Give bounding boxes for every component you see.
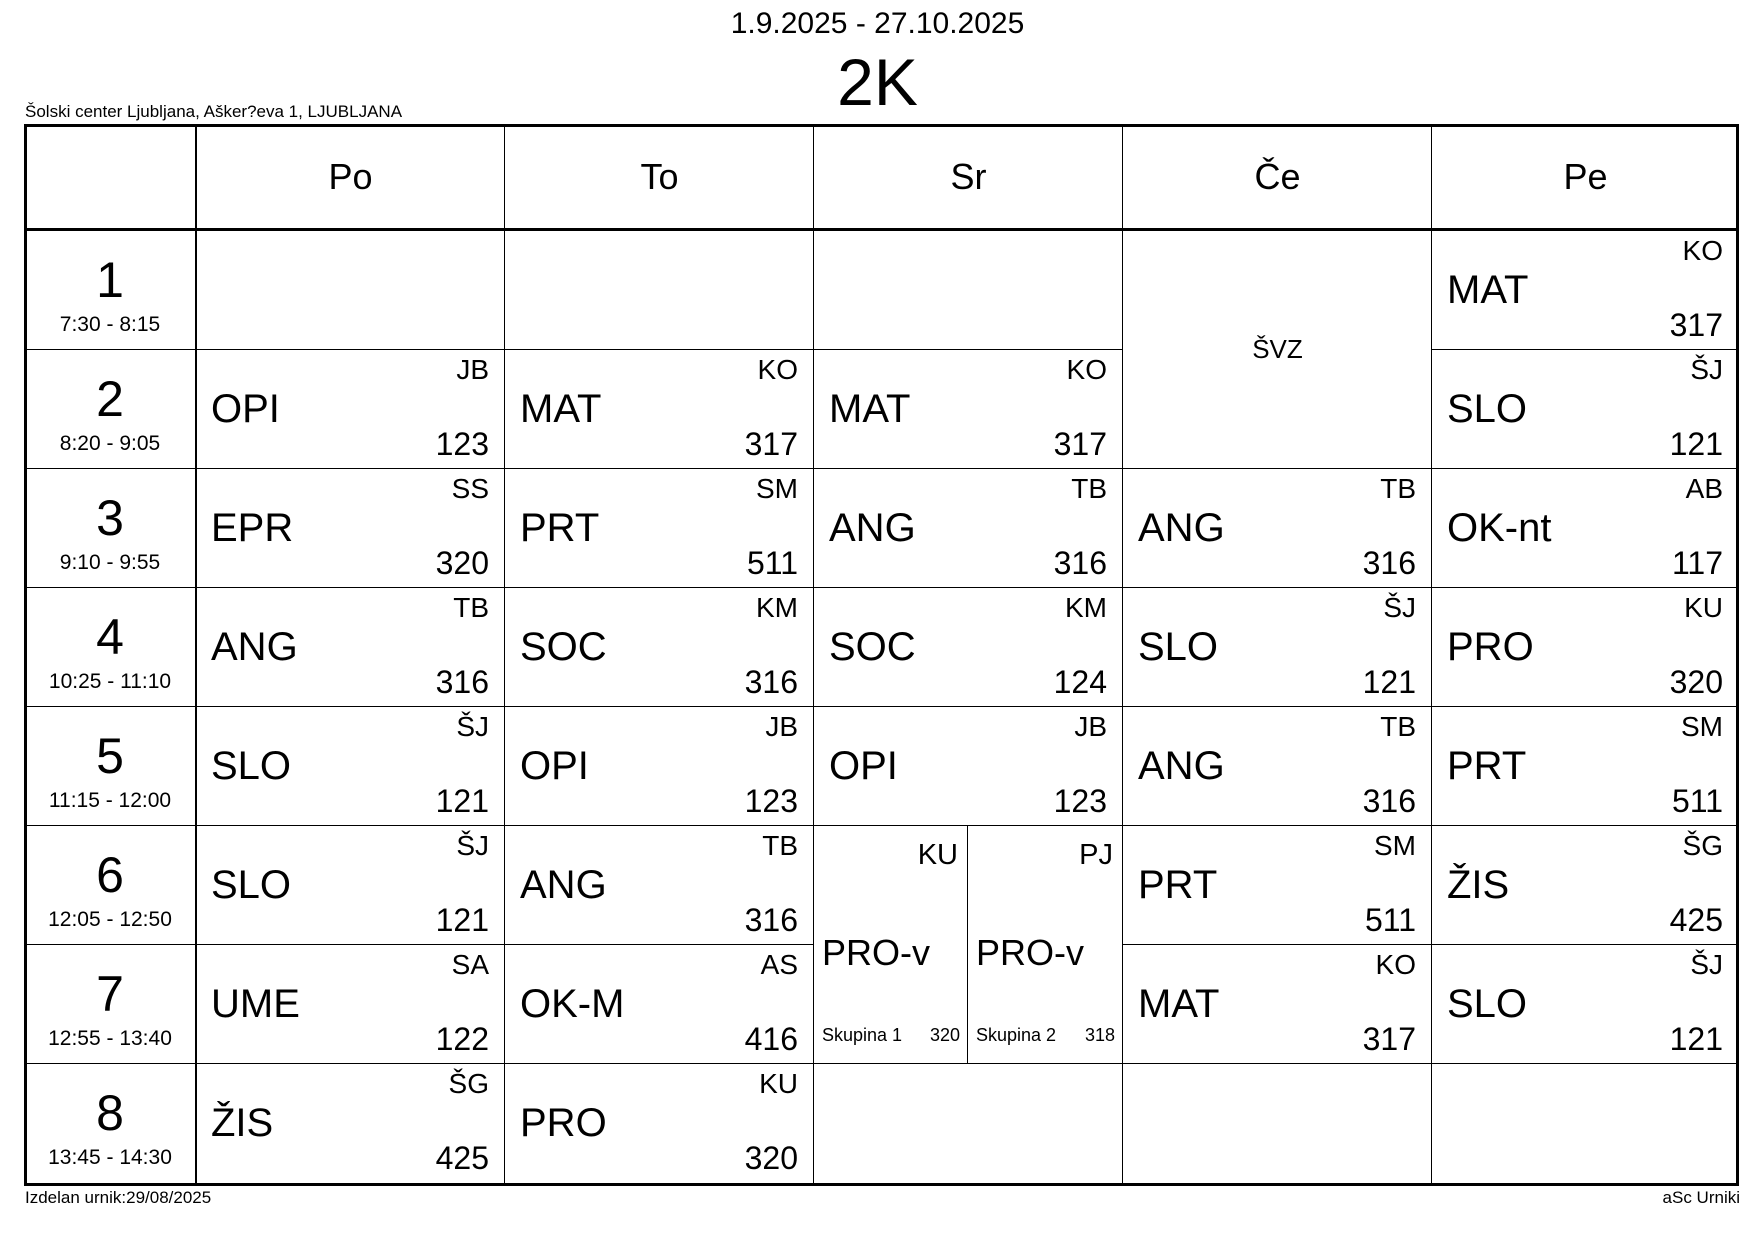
lesson-room: 320 xyxy=(744,1140,798,1176)
lesson-subject: OK-M xyxy=(520,982,625,1026)
lesson-cell[interactable] xyxy=(1432,706,1739,825)
grid-line xyxy=(24,587,1739,588)
lesson-cell[interactable] xyxy=(814,468,1123,587)
lesson-room: 123 xyxy=(1053,783,1107,819)
lesson-subject: PRO-v xyxy=(822,932,930,973)
lesson-subject: ŽIS xyxy=(211,1101,274,1145)
lesson-subject: MAT xyxy=(829,387,911,431)
lesson-group: Skupina 1 xyxy=(822,1025,903,1045)
period-number: 8 xyxy=(96,1085,124,1141)
lesson-cell-group-2[interactable] xyxy=(968,825,1123,1063)
lesson-teacher: ŠJ xyxy=(1383,592,1416,623)
lesson-teacher: KM xyxy=(1065,592,1107,623)
lesson-room: 317 xyxy=(1053,426,1107,462)
period-4 xyxy=(24,587,196,707)
lesson-teacher: KO xyxy=(757,354,798,385)
period-time: 12:05 - 12:50 xyxy=(48,908,172,931)
lesson-cell[interactable] xyxy=(814,706,1123,825)
lesson-room: 121 xyxy=(1669,1021,1723,1057)
lesson-room: 320 xyxy=(929,1025,960,1045)
period-number: 2 xyxy=(96,371,124,427)
lesson-room: 425 xyxy=(1669,902,1723,938)
grid-line xyxy=(1122,124,1123,1186)
lesson-subject: ANG xyxy=(211,625,298,669)
lesson-teacher: KU xyxy=(917,839,958,871)
period-3 xyxy=(24,468,196,588)
lesson-subject: PRO-v xyxy=(976,932,1084,973)
lesson-subject: PRT xyxy=(1447,744,1527,788)
lesson-subject: MAT xyxy=(520,387,602,431)
day-header-po: Po xyxy=(328,156,373,197)
day-header-sr: Sr xyxy=(950,156,987,197)
period-5 xyxy=(24,706,196,826)
lesson-subject: PRO xyxy=(520,1101,607,1145)
period-number: 3 xyxy=(96,490,124,546)
period-8 xyxy=(24,1063,196,1183)
grid-line xyxy=(967,825,968,1063)
lesson-cell[interactable] xyxy=(1432,468,1739,587)
lesson-teacher: KM xyxy=(756,592,798,623)
lesson-subject: UME xyxy=(211,982,300,1026)
lesson-cell[interactable] xyxy=(1123,825,1432,944)
lesson-cell[interactable] xyxy=(1123,944,1432,1063)
day-header-ce: Če xyxy=(1254,156,1301,197)
period-number: 7 xyxy=(96,966,124,1022)
period-time: 11:15 - 12:00 xyxy=(48,789,172,812)
lesson-cell[interactable] xyxy=(1432,230,1739,349)
lesson-teacher: SM xyxy=(1681,711,1723,742)
lesson-teacher: ŠJ xyxy=(1690,949,1723,980)
lesson-cell[interactable] xyxy=(505,587,814,706)
lesson-teacher: JB xyxy=(765,711,798,742)
lesson-subject: OPI xyxy=(520,744,589,788)
lesson-subject: ANG xyxy=(1138,506,1225,550)
lesson-cell[interactable] xyxy=(505,349,814,468)
lesson-cell[interactable] xyxy=(196,1063,505,1182)
lesson-teacher: SM xyxy=(1374,830,1416,861)
lesson-cell[interactable] xyxy=(196,349,505,468)
lesson-cell[interactable] xyxy=(505,1063,814,1182)
lesson-teacher: TB xyxy=(762,830,798,861)
lesson-subject: ŽIS xyxy=(1447,863,1510,907)
lesson-subject: SLO xyxy=(1447,387,1528,431)
lesson-room: 425 xyxy=(435,1140,489,1176)
lesson-cell[interactable] xyxy=(505,944,814,1063)
date-range: 1.9.2025 - 27.10.2025 xyxy=(730,7,1025,40)
grid-line xyxy=(1432,349,1739,350)
generator-label: aSc Urniki xyxy=(1662,1188,1740,1207)
grid-line xyxy=(195,124,197,1186)
lesson-subject: MAT xyxy=(1447,268,1529,312)
grid-line xyxy=(24,468,1739,469)
period-time: 13:45 - 14:30 xyxy=(48,1146,172,1169)
lesson-subject: ŠVZ xyxy=(1252,333,1303,364)
lesson-teacher: PJ xyxy=(1079,839,1113,871)
lesson-group: Skupina 2 xyxy=(976,1025,1057,1045)
lesson-subject: ANG xyxy=(829,506,916,550)
lesson-cell[interactable] xyxy=(1123,706,1432,825)
grid-line xyxy=(24,944,814,945)
lesson-teacher: KO xyxy=(1375,949,1416,980)
period-number: 5 xyxy=(96,728,124,784)
lesson-subject: PRO xyxy=(1447,625,1534,669)
lesson-subject: SLO xyxy=(211,744,292,788)
period-time: 9:10 - 9:55 xyxy=(59,551,161,574)
lesson-room: 121 xyxy=(435,902,489,938)
lesson-room: 316 xyxy=(435,664,489,700)
period-2 xyxy=(24,349,196,469)
lesson-teacher: KU xyxy=(759,1068,798,1099)
grid-line xyxy=(24,706,1739,707)
lesson-subject: EPR xyxy=(211,506,294,550)
lesson-teacher: ŠJ xyxy=(456,830,489,861)
lesson-teacher: TB xyxy=(1380,473,1416,504)
lesson-teacher: KU xyxy=(1684,592,1723,623)
lesson-subject: PRT xyxy=(1138,863,1218,907)
grid-line xyxy=(504,124,505,1186)
lesson-room: 316 xyxy=(1053,545,1107,581)
lesson-room: 121 xyxy=(435,783,489,819)
day-header-to: To xyxy=(640,156,679,197)
lesson-teacher: SM xyxy=(756,473,798,504)
lesson-room: 317 xyxy=(744,426,798,462)
lesson-room: 316 xyxy=(1362,545,1416,581)
lesson-teacher: TB xyxy=(453,592,489,623)
period-7 xyxy=(24,944,196,1064)
lesson-teacher: TB xyxy=(1071,473,1107,504)
lesson-room: 511 xyxy=(1364,902,1416,938)
grid-line xyxy=(24,825,1739,826)
lesson-teacher: AB xyxy=(1685,473,1723,504)
lesson-cell[interactable] xyxy=(196,825,505,944)
lesson-teacher: ŠJ xyxy=(456,711,489,742)
period-6 xyxy=(24,825,196,945)
period-number: 1 xyxy=(96,252,124,308)
lesson-subject: SOC xyxy=(829,625,916,669)
timetable-grid xyxy=(24,124,1739,1186)
period-time: 7:30 - 8:15 xyxy=(59,313,161,336)
grid-line xyxy=(24,228,1739,231)
lesson-teacher: JB xyxy=(1074,711,1107,742)
lesson-cell[interactable] xyxy=(196,587,505,706)
lesson-cell[interactable] xyxy=(505,706,814,825)
lesson-room: 320 xyxy=(1669,664,1723,700)
lesson-cell[interactable] xyxy=(1432,944,1739,1063)
lesson-cell[interactable] xyxy=(196,706,505,825)
lesson-room: 122 xyxy=(435,1021,489,1057)
lesson-subject: ANG xyxy=(520,863,607,907)
lesson-cell[interactable] xyxy=(1432,349,1739,468)
lesson-room: 124 xyxy=(1053,664,1107,700)
lesson-teacher: JB xyxy=(456,354,489,385)
lesson-cell[interactable] xyxy=(1432,587,1739,706)
lesson-teacher: ŠG xyxy=(1682,830,1723,861)
lesson-subject: SLO xyxy=(1447,982,1528,1026)
lesson-subject: OPI xyxy=(829,744,898,788)
lesson-room: 511 xyxy=(1671,783,1723,819)
created-date: Izdelan urnik:29/08/2025 xyxy=(25,1188,212,1207)
grid-line xyxy=(24,1063,1739,1064)
lesson-cell[interactable] xyxy=(1123,587,1432,706)
school-address: Šolski center Ljubljana, Ašker?eva 1, LJUBLJANA xyxy=(25,102,403,121)
grid-line xyxy=(813,124,814,1186)
lesson-teacher: ŠJ xyxy=(1690,354,1723,385)
lesson-room: 121 xyxy=(1669,426,1723,462)
day-header-pe: Pe xyxy=(1563,156,1608,197)
lesson-room: 318 xyxy=(1084,1025,1115,1045)
lesson-teacher: SS xyxy=(451,473,489,504)
lesson-cell[interactable] xyxy=(505,468,814,587)
lesson-room: 316 xyxy=(744,902,798,938)
grid-line xyxy=(1431,124,1432,1186)
lesson-cell[interactable] xyxy=(1432,825,1739,944)
lesson-subject: SOC xyxy=(520,625,607,669)
lesson-teacher: KO xyxy=(1066,354,1107,385)
lesson-room: 320 xyxy=(435,545,489,581)
class-title: 2K xyxy=(837,45,918,119)
lesson-teacher: ŠG xyxy=(448,1068,489,1099)
lesson-cell-svz[interactable] xyxy=(1123,230,1432,468)
lesson-subject: MAT xyxy=(1138,982,1220,1026)
lesson-room: 317 xyxy=(1362,1021,1416,1057)
lesson-subject: ANG xyxy=(1138,744,1225,788)
lesson-subject: OPI xyxy=(211,387,280,431)
period-time: 8:20 - 9:05 xyxy=(59,432,161,455)
grid-line xyxy=(24,349,1123,350)
period-time: 12:55 - 13:40 xyxy=(48,1027,172,1050)
lesson-room: 511 xyxy=(746,545,798,581)
grid-line xyxy=(1123,944,1739,945)
lesson-subject: SLO xyxy=(1138,625,1219,669)
lesson-cell[interactable] xyxy=(196,468,505,587)
lesson-cell-group-1[interactable] xyxy=(814,825,968,1063)
lesson-teacher: KO xyxy=(1682,235,1723,266)
lesson-teacher: AS xyxy=(760,949,798,980)
lesson-subject: OK-nt xyxy=(1447,506,1552,550)
lesson-cell[interactable] xyxy=(196,944,505,1063)
lesson-subject: SLO xyxy=(211,863,292,907)
period-number: 6 xyxy=(96,847,124,903)
lesson-room: 316 xyxy=(1362,783,1416,819)
lesson-cell[interactable] xyxy=(505,825,814,944)
lesson-cell[interactable] xyxy=(1123,468,1432,587)
lesson-subject: PRT xyxy=(520,506,600,550)
lesson-room: 316 xyxy=(744,664,798,700)
lesson-cell[interactable] xyxy=(814,587,1123,706)
lesson-cell[interactable] xyxy=(814,349,1123,468)
lesson-teacher: SA xyxy=(451,949,489,980)
lesson-room: 117 xyxy=(1671,545,1723,581)
lesson-room: 123 xyxy=(744,783,798,819)
lesson-room: 317 xyxy=(1669,307,1723,343)
period-1 xyxy=(24,230,196,350)
period-number: 4 xyxy=(96,609,124,665)
lesson-teacher: TB xyxy=(1380,711,1416,742)
lesson-room: 123 xyxy=(435,426,489,462)
lesson-room: 416 xyxy=(744,1021,798,1057)
lesson-room: 121 xyxy=(1362,664,1416,700)
period-time: 10:25 - 11:10 xyxy=(48,670,172,693)
